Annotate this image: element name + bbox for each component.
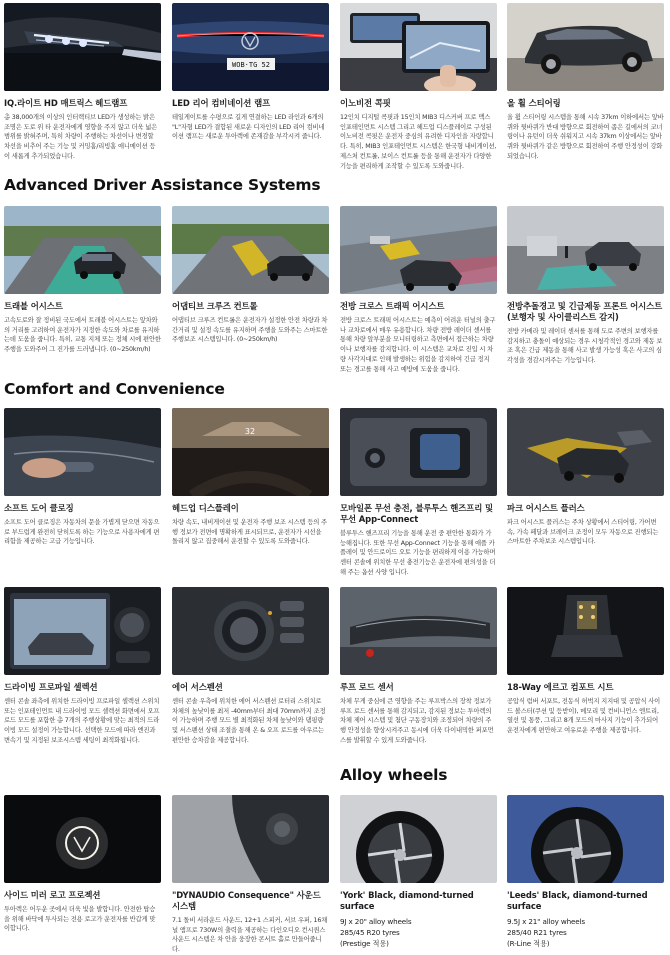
adaptive-cruise-photo xyxy=(172,206,329,294)
feature-air-suspension xyxy=(172,587,329,746)
feature-title: 전방 크로스 트래픽 어시스트 xyxy=(340,301,445,311)
front-assist-photo xyxy=(507,206,664,294)
mirror-logo-photo xyxy=(4,795,161,883)
section-heading-wheels: Alloy wheels xyxy=(340,766,448,784)
feature-title-line: 무선 App-Connect xyxy=(340,514,419,524)
feature-title: LED 리어 컴비네이션 램프 xyxy=(172,98,271,108)
feature-description: 차체 무게 중심에 큰 영향을 주는 루프박스의 장착 정보가 루프 로드 센서를 통해 감지되고, 감지된 정보는 투아렉의 차체 제어 시스템 및 첨단 구동장치와 조정되어 차량의 주행 안정성을 향상시켜주고 동시에 더욱 다이내믹한 퍼포먼스를 발휘할 수 있게 도와줍니다. xyxy=(340,698,494,744)
feature-rear-lamp xyxy=(172,3,329,142)
park-assist-photo xyxy=(507,408,664,496)
awd-steering-photo xyxy=(507,3,664,91)
feature-description: 파크 어시스트 플러스는 주차 상황에서 스티어링, 가어변속, 가속 페달과 브레이크 조정이 모두 자동으로 진행되는 스마트한 주차보조 시스템입니다. xyxy=(507,519,659,546)
hud-photo xyxy=(172,408,329,496)
feature-description: 12인치 디지털 콕핏과 15인치 MIB3 디스커버 프로 맥스 인포테인먼트 시스템 그리고 헤드업 디스플레이로 구성된 이노비전 콕핏은 운전자 중심의 유려한 디자인을 자랑합니다. 특히, MIB3 인포테인먼트 시스템은 한국형 내비게이션, 제스처 컨트롤, 보이스 컨트롤 등을 통해 운전자가 다양한 기능을 편리하게 조작할 수 있도록 도와줍니다. xyxy=(340,114,497,170)
feature-description: 총 38,000개의 이상의 인터랙티브 LED가 생성하는 밝은 조명은 도로 위 타 운전자에게 영향을 주지 않고 더욱 넓은 범위를 밝혀주며, 특히 차량이 주행하는 차선이나 변경할 차선을 비추어 주는 기능 및 커밍홈/리빙홈 애니메이션 등이 새롭게 추가되었습니다. xyxy=(4,114,158,160)
feature-title: 루프 로드 센서 xyxy=(340,682,394,692)
feature-dynaudio xyxy=(172,795,329,955)
section-heading-adas: Advanced Driver Assistance Systems xyxy=(4,176,321,194)
feature-title: 18-Way 에르고 컴포트 시트 xyxy=(507,682,614,692)
roof-load-photo xyxy=(340,587,497,675)
feature-title xyxy=(507,301,664,323)
feature-title: 이노비전 콕핏 xyxy=(340,98,391,108)
feature-title: IQ.라이트 HD 매트릭스 헤드램프 xyxy=(4,98,128,108)
york-wheel-photo xyxy=(340,795,497,883)
feature-matrix-headlamp xyxy=(4,3,161,162)
wheel-spec-line: 9.5J x 21" alloy wheels xyxy=(507,917,586,926)
feature-title xyxy=(340,503,497,525)
feature-title: 어댑티브 크루즈 컨트롤 xyxy=(172,301,258,311)
feature-title: 드라이빙 프로파일 셀렉션 xyxy=(4,682,98,692)
feature-cockpit xyxy=(340,3,497,171)
feature-title: 파크 어시스트 플러스 xyxy=(507,503,585,513)
hud-speed-text: 32 xyxy=(244,427,256,436)
driving-profile-photo xyxy=(4,587,161,675)
cockpit-photo xyxy=(340,3,497,91)
wheel-title: 'Leeds' Black, diamond-turned surface xyxy=(507,890,648,911)
feature-description: 7.1 돌비 서라운드 사운드, 12+1 스피커, 서브 우퍼, 16채널 앰프로 730W의 출력을 제공하는 다인오디오 컨시퀀스 사운드 시스템은 차 안을 웅장한 콘서트 홀로 만들어줍니다. xyxy=(172,917,328,954)
feature-roof-load-sensor xyxy=(340,587,497,746)
feature-front-assist xyxy=(507,206,664,366)
license-plate-text: WOB·TG 52 xyxy=(232,61,270,69)
dynaudio-photo xyxy=(172,795,329,883)
feature-driving-profile xyxy=(4,587,161,746)
wheel-spec xyxy=(340,916,497,949)
feature-description: 센터 콘솔 좌측에 위치한 드라이빙 프로파일 셀렉션 스위치 또는 인포테인먼트 내 드라이빙 모드 셀렉션 화면에서 오프로드 모드를 포함한 총 7개의 주행상황에 맞는 최적의 드라이빙 모드 설정이 가능합니다. 선택한 모드에 따라 엔진과 변속기 및 지정된 보조시스템 세팅이 최적화됩니다. xyxy=(4,698,160,744)
feature-travel-assist xyxy=(4,206,161,355)
feature-description: 센터 콘솔 우측에 위치한 에어 서스펜션 로터리 스위치로 차체의 높낮이를 최저 -40mm부터 최대 70mm까지 조정이 가능하며 주행 모드 별 최적화된 차체 높낮이와 댐핑량 및 서스펜션 상태 조절을 통해 온 & 오프 로드를 아우르는 편안한 승차감을 제공합니다. xyxy=(172,698,326,744)
feature-description: 블루투스 핸즈프리 기능을 통해 운전 중 편안한 통화가 가능해집니다. 또한 무선 App-Connect 기능을 통해 애플 카플레이 및 안드로이드 오토 기능을 편리하게 이용 가능하며 센터 콘솔에 위치한 무선 충전기능은 운전자에 편의성을 더해 주는 옵션 사양 입니다. xyxy=(340,530,496,576)
feature-description: 어댑티브 크루즈 컨트롤은 운전자가 설정한 안전 차량과 차간거리 및 설정 속도를 유지하며 주행을 도와주는 스마트한 주행보조 시스템입니다. (0~250km/h) xyxy=(172,317,328,344)
feature-description: 투아렉은 어두운 곳에서 더욱 빛을 발합니다. 안전한 탑승을 위해 바닥에 투사되는 전용 로고가 운전자를 반갑게 맞이합니다. xyxy=(4,906,156,933)
soft-close-photo xyxy=(4,408,161,496)
wheel-spec xyxy=(507,916,664,949)
feature-description: 올 휠 스티어링 시스템을 통해 시속 37km 이하에서는 앞바퀴와 뒷바퀴가 반대 방향으로 회전하여 좁은 길에서의 코너링이나 유턴이 더욱 쉬워지고 시속 37km 이상에서는 앞바퀴와 뒷바퀴가 같은 방향으로 회전하여 주행 안정성이 강화 되었습니다. xyxy=(507,114,664,160)
feature-description: 전방 크로스 트래픽 어시스트는 예측이 어려운 터널의 출구나 교차로에서 매우 유용합니다. 차량 전방 레이더 센서를 통해 차량 앞부분을 모니터링하고 측면에서 접근하는 차량이나 보행자를 감지합니다. 이 시스템은 교차로 진입 시 차량 사각지대로 인해 발생하는 위험을 감지하여 긴급 정지 또는 경고를 통해 사고 예방에 도움을 줍니다. xyxy=(340,317,496,373)
feature-hud xyxy=(172,408,329,547)
wheel-spec-line: 285/45 R20 tyres xyxy=(340,928,400,937)
wireless-charging-photo xyxy=(340,408,497,496)
wheel-title: 'York' Black, diamond-turned surface xyxy=(340,890,474,911)
feature-ergo-seat xyxy=(507,587,664,736)
wheel-leeds xyxy=(507,795,664,949)
feature-title: 에어 서스펜션 xyxy=(172,682,223,692)
cross-traffic-photo xyxy=(340,206,497,294)
feature-front-cross-traffic xyxy=(340,206,497,374)
feature-title-line: 전방추돌경고 및 긴급제동 프론트 어시스트 xyxy=(507,301,663,311)
feature-title: 소프트 도어 클로징 xyxy=(4,503,74,513)
wheel-spec-line: 285/40 R21 tyres xyxy=(507,928,567,937)
feature-title-line: (보행자 및 사이클리스트 감지) xyxy=(507,312,619,322)
feature-soft-close xyxy=(4,408,161,547)
section-heading-comfort: Comfort and Convenience xyxy=(4,380,225,398)
feature-description: 테일게이트를 수평으로 길게 연결하는 LED 라인과 6개의 "L"자형 LED가 결합된 새로운 디자인의 LED 리어 컴비네이션 램프는 새로운 투아렉에 존재감을 부각시켜 줍니다. xyxy=(172,114,325,141)
feature-wireless-charging xyxy=(340,408,497,578)
headlamp-photo xyxy=(4,3,161,91)
air-suspension-photo xyxy=(172,587,329,675)
wheel-york xyxy=(340,795,497,949)
feature-description: 차량 속도, 내비게이션 및 운전자 주행 보조 시스템 등의 주행 정보가 전면에 명확하게 표시되므로, 운전자가 시선을 돌리지 않고 집중해서 운전할 수 있도록 도와줍니다. xyxy=(172,519,327,546)
feature-all-wheel-steering xyxy=(507,3,664,162)
wheel-spec-line: (R-Line 적용) xyxy=(507,939,550,948)
feature-park-assist xyxy=(507,408,664,547)
travel-assist-photo xyxy=(4,206,161,294)
feature-title: "DYNAUDIO Consequence" 사운드 시스템 xyxy=(172,890,321,911)
feature-description: 공압식 럼버 서포트, 전동식 허벅지 지지대 및 공압식 사이드 볼스터(쿠션 및 등받이), 메모리 및 컨비니언스 엔트리, 열선 및 통풍, 그리고 8개 모드의 마사지 기능이 추가되어 운전자에게 편안하고 여유로운 주행을 제공합니다. xyxy=(507,698,661,735)
feature-adaptive-cruise xyxy=(172,206,329,345)
wheel-spec-line: (Prestige 적용) xyxy=(340,939,389,948)
feature-description: 전방 카메라 및 레이더 센서를 통해 도로 주변의 보행자를 감지하고 충돌이 예상되는 경우 시청각적인 경고와 제동 보조 혹은 긴급 제동을 통해 사고 발생 가능성 혹은 사고의 심각성을 경감시켜주는 기능입니다. xyxy=(507,328,663,365)
feature-title-line: 모바일폰 무선 충전, 블루투스 핸즈프리 및 xyxy=(340,503,493,513)
feature-title: 헤드업 디스플레이 xyxy=(172,503,239,513)
feature-title: 올 휠 스티어링 xyxy=(507,98,561,108)
feature-title: 사이드 미러 로고 프로젝션 xyxy=(4,890,101,900)
wheel-spec-line: 9J x 20" alloy wheels xyxy=(340,917,412,926)
rear-lamp-photo xyxy=(172,3,329,91)
feature-title: 트래블 어시스트 xyxy=(4,301,63,311)
ergo-seat-photo xyxy=(507,587,664,675)
leeds-wheel-photo xyxy=(507,795,664,883)
feature-description: 소프트 도어 클로징은 자동차의 문을 가볍게 닫으면 자동으로 부드럽게 완전히 닫히도록 하는 기능으로 사용자에게 편리함을 제공하는 고급 기능입니다. xyxy=(4,519,160,546)
feature-description: 고속도로와 잘 정비된 국도에서 트래블 어시스트는 앞차와의 거리를 고려하여 운전자가 지정한 속도와 차로를 유지하는데 도움을 줍니다. 특히, 교통 지체 또는 정체 시에 편안한 주행을 도와주어 그 진가를 드러냅니다. (0~250km/h) xyxy=(4,317,161,354)
feature-mirror-logo xyxy=(4,795,161,934)
